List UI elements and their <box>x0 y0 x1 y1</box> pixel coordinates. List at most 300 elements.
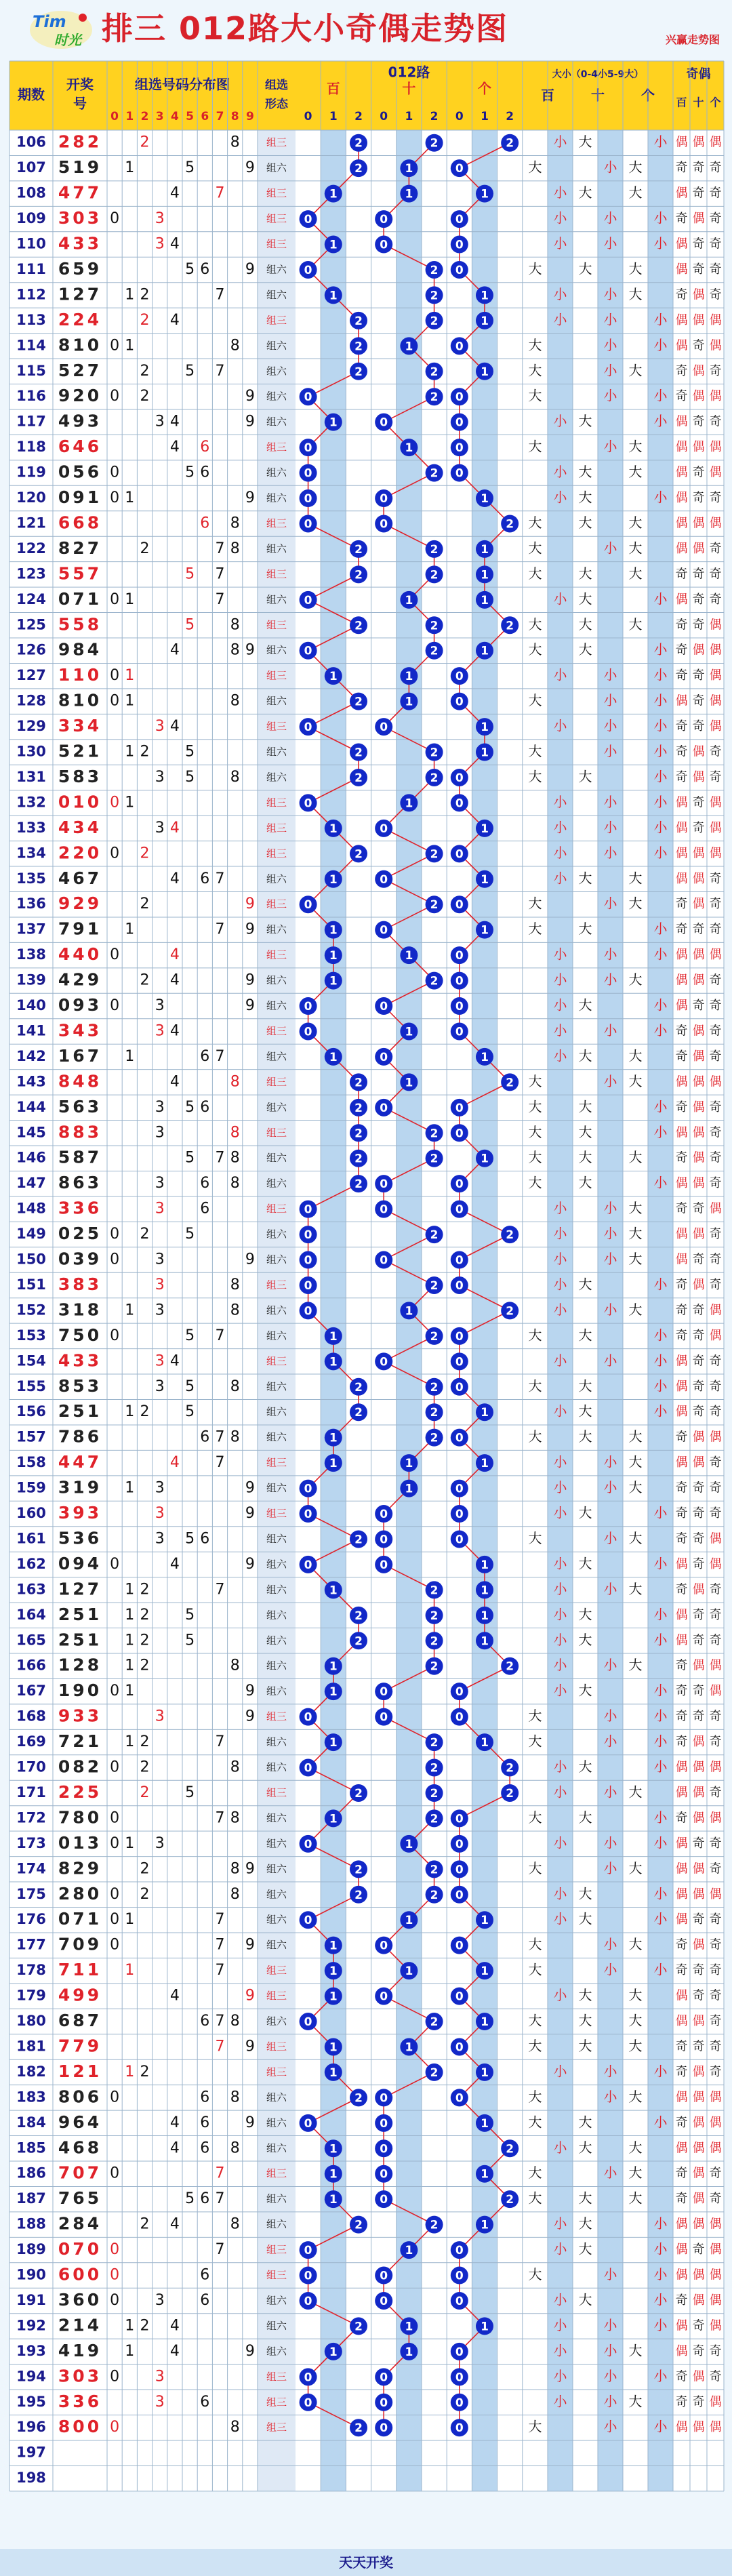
parity-label: 奇 <box>709 1024 722 1039</box>
road-ball-label: 2 <box>506 1659 514 1674</box>
draw-number: 025 <box>58 1224 102 1244</box>
parity-label: 奇 <box>692 1684 705 1699</box>
size-label: 小 <box>603 387 617 404</box>
road-ball-label: 1 <box>405 1837 413 1851</box>
dist-mark: 2 <box>140 845 150 862</box>
road-ball-label: 0 <box>455 263 464 277</box>
road-ball-label: 0 <box>304 1253 312 1268</box>
footer-label: 天天开奖 <box>0 2549 732 2576</box>
form-label: 组六 <box>266 1913 287 1926</box>
size-label: 大 <box>578 616 592 632</box>
draw-number: 214 <box>58 2315 102 2335</box>
size-label: 大 <box>628 1529 643 1546</box>
dist-mark: 9 <box>245 489 255 507</box>
form-label: 组三 <box>266 2370 287 2383</box>
form-label: 组三 <box>266 2269 287 2282</box>
form-label: 组六 <box>266 746 287 759</box>
size-label: 小 <box>653 336 668 353</box>
size-label: 小 <box>553 209 567 226</box>
period-number: 117 <box>16 413 46 430</box>
parity-label: 偶 <box>675 999 688 1013</box>
dist-mark: 0 <box>110 210 120 228</box>
road-ball-label: 1 <box>329 416 338 430</box>
dist-mark: 1 <box>125 159 135 177</box>
road-ball-label: 0 <box>455 1863 464 1877</box>
road-ball-label: 1 <box>405 340 413 354</box>
dist-mark: 6 <box>200 2013 210 2030</box>
road-ball-label: 0 <box>455 162 464 176</box>
parity-label: 偶 <box>692 1024 705 1039</box>
road-ball-label: 0 <box>455 340 464 354</box>
size-label: 大 <box>578 2012 592 2029</box>
road-ball-label: 0 <box>304 2015 312 2030</box>
road-ball-label: 2 <box>354 1101 363 1115</box>
size-label: 大 <box>628 1072 643 1089</box>
road-ball-label: 1 <box>481 1914 489 1928</box>
size-label: 大 <box>628 2165 643 2181</box>
parity-label: 奇 <box>675 618 688 632</box>
header-open: 号 <box>73 95 87 112</box>
road-ball-label: 1 <box>405 797 413 811</box>
header-digit: 4 <box>170 110 179 123</box>
road-ball-label: 0 <box>380 2193 388 2207</box>
road-ball-label: 2 <box>430 619 439 633</box>
form-label: 组三 <box>266 2396 287 2409</box>
road-ball-label: 1 <box>329 1939 338 1953</box>
size-label: 小 <box>553 971 567 988</box>
dist-mark: 8 <box>230 2419 240 2436</box>
header-digit: 7 <box>216 110 224 123</box>
dist-mark: 2 <box>140 1784 150 1801</box>
dist-mark: 9 <box>245 1555 255 1573</box>
size-label: 小 <box>603 2063 617 2080</box>
parity-label: 奇 <box>709 1836 722 1851</box>
road-ball-label: 0 <box>455 1279 464 1293</box>
road-ball-label: 0 <box>380 2269 388 2283</box>
road-ball-label: 1 <box>329 1355 338 1369</box>
size-label: 小 <box>603 362 617 379</box>
road-ball-label: 2 <box>430 974 439 988</box>
parity-label: 偶 <box>675 465 688 480</box>
parity-label: 偶 <box>692 897 705 912</box>
header-road-sub: 2 <box>430 110 439 123</box>
dist-mark: 2 <box>140 1885 150 1903</box>
dist-mark: 8 <box>230 2013 240 2030</box>
parity-label: 偶 <box>692 2141 705 2156</box>
form-label: 组三 <box>266 314 287 327</box>
size-label: 大 <box>578 768 592 785</box>
dist-mark: 0 <box>110 337 120 355</box>
road-ball-label: 0 <box>380 822 388 836</box>
size-label: 小 <box>653 1377 668 1394</box>
size-label: 大 <box>578 1276 592 1293</box>
road-ball-label: 0 <box>380 1558 388 1572</box>
form-label: 组三 <box>266 1075 287 1088</box>
dist-mark: 5 <box>185 362 195 380</box>
parity-label: 奇 <box>709 237 722 251</box>
parity-label: 奇 <box>709 161 722 176</box>
road-ball-label: 0 <box>380 2142 388 2156</box>
draw-number: 765 <box>58 2188 102 2209</box>
parity-label: 偶 <box>675 1074 688 1089</box>
road-ball-label: 1 <box>405 1304 413 1319</box>
road-ball-label: 1 <box>329 1431 338 1445</box>
dist-mark: 8 <box>230 540 240 557</box>
size-label: 小 <box>653 921 668 938</box>
size-label: 大 <box>528 2165 542 2181</box>
parity-label: 偶 <box>692 1049 705 1064</box>
road-ball-label: 1 <box>405 670 413 684</box>
draw-number: 429 <box>58 969 102 990</box>
road-ball-label: 0 <box>455 416 464 430</box>
size-label: 大 <box>628 1936 643 1953</box>
dist-mark: 5 <box>185 616 195 634</box>
parity-label: 奇 <box>692 618 705 632</box>
parity-label: 奇 <box>675 897 688 912</box>
parity-label: 偶 <box>692 1937 705 1952</box>
size-label: 小 <box>653 1809 668 1826</box>
form-label: 组三 <box>266 2040 287 2053</box>
road-ball-label: 2 <box>430 1888 439 1902</box>
road-ball-label: 1 <box>481 2066 489 2080</box>
parity-label: 偶 <box>692 287 705 302</box>
dist-mark: 1 <box>125 1834 135 1852</box>
period-number: 186 <box>16 2165 46 2181</box>
road-ball-label: 0 <box>304 1710 312 1725</box>
period-number: 127 <box>16 667 46 684</box>
dist-mark: 6 <box>200 1530 210 1548</box>
parity-label: 偶 <box>709 2268 722 2282</box>
draw-number: 536 <box>58 1528 102 1548</box>
form-label: 组六 <box>266 1050 287 1063</box>
parity-label: 偶 <box>675 1607 688 1622</box>
form-label: 组六 <box>266 2345 287 2358</box>
size-label: 小 <box>653 1631 668 1648</box>
size-label: 大 <box>628 1987 643 2004</box>
size-label: 大 <box>578 2114 592 2131</box>
parity-label: 偶 <box>675 1760 688 1775</box>
road-ball-label: 0 <box>304 441 312 456</box>
dist-mark: 2 <box>140 1657 150 1674</box>
period-number: 121 <box>16 515 46 531</box>
size-label: 大 <box>578 1377 592 1394</box>
form-label: 组六 <box>266 1532 287 1545</box>
size-label: 大 <box>628 1200 643 1217</box>
parity-label: 偶 <box>675 2014 688 2029</box>
size-label: 小 <box>553 1251 567 1268</box>
form-label: 组六 <box>266 1431 287 1444</box>
form-label: 组六 <box>266 695 287 708</box>
road-ball-label: 2 <box>430 847 439 862</box>
parity-label: 偶 <box>709 440 722 455</box>
size-label: 大 <box>528 743 542 760</box>
road-ball-label: 2 <box>506 2193 514 2207</box>
road-ball-label: 0 <box>455 847 464 862</box>
road-ball-label: 1 <box>405 1025 413 1039</box>
dist-mark: 4 <box>169 311 180 329</box>
draw-number: 527 <box>58 360 102 380</box>
period-number: 135 <box>16 870 46 887</box>
dist-mark: 7 <box>215 2013 225 2030</box>
size-label: 小 <box>603 971 617 988</box>
draw-number: 800 <box>58 2417 102 2437</box>
form-label: 组三 <box>266 1126 287 1139</box>
road-ball-label: 1 <box>405 1914 413 1928</box>
form-label: 组六 <box>266 593 287 606</box>
period-number: 196 <box>16 2419 46 2436</box>
parity-label: 偶 <box>692 2420 705 2435</box>
road-ball-label: 0 <box>304 1761 312 1775</box>
parity-label: 偶 <box>692 2090 705 2105</box>
size-label: 大 <box>528 692 542 709</box>
parity-label: 奇 <box>709 999 722 1013</box>
dist-mark: 6 <box>200 1175 210 1192</box>
parity-label: 奇 <box>709 363 722 378</box>
road-ball-label: 1 <box>329 1812 338 1826</box>
road-ball-label: 0 <box>455 898 464 912</box>
period-number: 174 <box>16 1860 46 1877</box>
parity-label: 奇 <box>692 1303 705 1318</box>
size-label: 大 <box>578 1428 592 1445</box>
parity-label: 偶 <box>675 2318 688 2333</box>
dist-mark: 3 <box>155 1302 165 1319</box>
road-ball-label: 1 <box>329 2345 338 2359</box>
form-label: 组六 <box>266 161 287 174</box>
size-label: 大 <box>528 1936 542 1953</box>
size-label: 小 <box>653 1403 668 1420</box>
size-label: 大 <box>578 1403 592 1420</box>
dist-mark: 8 <box>230 1377 240 1395</box>
road-ball-label: 0 <box>455 1508 464 1522</box>
road-ball-label: 1 <box>329 1736 338 1750</box>
parity-label: 奇 <box>675 1735 688 1750</box>
period-number: 185 <box>16 2139 46 2156</box>
road-ball-label: 0 <box>380 2371 388 2385</box>
parity-label: 奇 <box>692 414 705 429</box>
road-ball-label: 0 <box>380 1000 388 1014</box>
draw-number: 039 <box>58 1249 102 1269</box>
parity-label: 偶 <box>709 618 722 632</box>
road-ball-label: 2 <box>354 1178 363 1192</box>
parity-label: 偶 <box>692 1735 705 1750</box>
road-ball-label: 1 <box>481 289 489 303</box>
size-label: 大 <box>578 641 592 658</box>
draw-number: 225 <box>58 1782 102 1802</box>
form-label: 组三 <box>266 948 287 961</box>
period-number: 191 <box>16 2291 46 2308</box>
road-ball-label: 0 <box>455 2091 464 2106</box>
parity-label: 奇 <box>692 999 705 1013</box>
road-ball-label: 2 <box>430 542 439 557</box>
period-number: 143 <box>16 1073 46 1090</box>
form-label: 组三 <box>266 618 287 631</box>
draw-number: 780 <box>58 1807 102 1828</box>
draw-number: 920 <box>58 386 102 406</box>
period-number: 108 <box>16 184 46 201</box>
road-ball-label: 0 <box>380 2116 388 2131</box>
size-label: 小 <box>653 1733 668 1750</box>
form-label: 组三 <box>266 567 287 580</box>
parity-label: 偶 <box>709 2293 722 2308</box>
period-number: 161 <box>16 1530 46 1547</box>
dist-mark: 1 <box>125 743 135 761</box>
road-ball-label: 0 <box>380 1101 388 1115</box>
dist-mark: 7 <box>215 1149 225 1167</box>
size-label: 大 <box>628 1479 643 1496</box>
parity-label: 偶 <box>692 2014 705 2029</box>
road-ball-label: 1 <box>329 1050 338 1064</box>
size-label: 大 <box>628 2012 643 2029</box>
form-label: 组六 <box>266 365 287 378</box>
size-label: 小 <box>603 717 617 734</box>
road-ball-label: 0 <box>455 2371 464 2385</box>
road-ball-label: 2 <box>430 1152 439 1166</box>
size-label: 小 <box>553 2240 567 2257</box>
parity-label: 偶 <box>675 948 688 963</box>
dist-mark: 4 <box>169 870 180 887</box>
form-label: 组六 <box>266 1609 287 1622</box>
dist-mark: 4 <box>169 2139 180 2157</box>
road-band <box>321 130 346 2491</box>
header-open: 开奖 <box>66 76 94 93</box>
dist-mark: 2 <box>140 743 150 761</box>
dist-mark: 5 <box>185 743 195 761</box>
parity-label: 奇 <box>709 414 722 429</box>
dist-mark: 8 <box>230 1860 240 1878</box>
road-ball-label: 0 <box>455 1533 464 1547</box>
parity-label: 奇 <box>709 541 722 556</box>
form-label: 组三 <box>266 1990 287 2003</box>
road-ball-label: 2 <box>354 1380 363 1394</box>
road-ball-label: 1 <box>481 187 489 201</box>
period-number: 144 <box>16 1098 46 1115</box>
road-ball-label: 1 <box>329 2142 338 2156</box>
road-ball-label: 2 <box>354 568 363 582</box>
parity-label: 奇 <box>675 1937 688 1952</box>
dist-mark: 6 <box>200 870 210 887</box>
period-number: 147 <box>16 1175 46 1192</box>
parity-label: 奇 <box>675 1481 688 1495</box>
road-ball-label: 2 <box>430 568 439 582</box>
dist-mark: 1 <box>125 1733 135 1751</box>
dist-mark: 4 <box>169 413 180 430</box>
size-label: 大 <box>628 362 643 379</box>
road-ball-label: 2 <box>430 1659 439 1674</box>
parity-label: 偶 <box>709 465 722 480</box>
period-number: 198 <box>16 2470 46 2487</box>
parity-label: 奇 <box>709 1150 722 1165</box>
draw-number: 659 <box>58 258 102 279</box>
header-digit: 0 <box>110 110 119 123</box>
dist-mark: 3 <box>155 768 165 786</box>
header-road: 012路 <box>388 64 430 81</box>
header-digit: 1 <box>125 110 134 123</box>
form-label: 组三 <box>266 1279 287 1291</box>
size-label: 小 <box>653 1758 668 1775</box>
dist-mark: 2 <box>140 2063 150 2080</box>
parity-label: 偶 <box>709 1684 722 1699</box>
parity-label: 奇 <box>692 2318 705 2333</box>
dist-mark: 1 <box>125 1479 135 1497</box>
dist-mark: 5 <box>185 1327 195 1344</box>
road-ball-label: 0 <box>304 213 312 227</box>
form-label: 组六 <box>266 1304 287 1316</box>
form-label: 组六 <box>266 2141 287 2154</box>
size-label: 大 <box>528 1174 542 1191</box>
size-label: 大 <box>628 1657 643 1674</box>
parity-label: 奇 <box>709 871 722 886</box>
dist-mark: 9 <box>245 159 255 177</box>
parity-label: 偶 <box>675 1887 688 1901</box>
form-label: 组六 <box>266 1228 287 1241</box>
road-ball-label: 1 <box>405 2040 413 2055</box>
dist-mark: 6 <box>200 2266 210 2284</box>
parity-label: 奇 <box>675 1150 688 1165</box>
parity-label: 奇 <box>675 161 688 176</box>
size-label: 大 <box>528 1428 542 1445</box>
draw-number: 318 <box>58 1300 102 1320</box>
size-label: 小 <box>553 2063 567 2080</box>
road-ball-label: 0 <box>304 263 312 277</box>
size-label: 大 <box>578 1123 592 1140</box>
period-number: 180 <box>16 2013 46 2030</box>
period-number: 155 <box>16 1377 46 1394</box>
dist-mark: 7 <box>215 1936 225 1954</box>
period-number: 189 <box>16 2241 46 2258</box>
header-road-sub: 2 <box>506 110 514 123</box>
dist-mark: 3 <box>155 1352 165 1370</box>
parity-label: 奇 <box>709 287 722 302</box>
draw-number: 091 <box>58 487 102 508</box>
draw-number: 810 <box>58 690 102 710</box>
period-number: 120 <box>16 489 46 506</box>
size-label: 小 <box>553 1784 567 1800</box>
dist-mark: 5 <box>185 1226 195 1243</box>
parity-label: 偶 <box>709 846 722 861</box>
parity-label: 奇 <box>692 693 705 708</box>
form-label: 组三 <box>266 822 287 834</box>
parity-label: 偶 <box>675 186 688 201</box>
parity-label: 偶 <box>675 1836 688 1851</box>
size-label: 小 <box>653 844 668 861</box>
road-ball-label: 1 <box>329 238 338 252</box>
size-label: 小 <box>553 1834 567 1851</box>
form-label: 组三 <box>266 1964 287 1977</box>
road-ball-label: 2 <box>430 1634 439 1649</box>
road-ball-label: 1 <box>329 2040 338 2055</box>
road-ball-label: 0 <box>380 1355 388 1369</box>
form-label: 组六 <box>266 2116 287 2129</box>
size-label: 大 <box>628 1453 643 1470</box>
size-label: 小 <box>603 2088 617 2105</box>
road-ball-label: 2 <box>430 136 439 150</box>
parity-label: 偶 <box>709 516 722 531</box>
parity-label: 奇 <box>692 820 705 835</box>
size-label: 大 <box>578 997 592 1013</box>
road-ball-label: 2 <box>354 340 363 354</box>
parity-label: 奇 <box>692 465 705 480</box>
form-label: 组六 <box>266 1685 287 1697</box>
dist-mark: 3 <box>155 1834 165 1852</box>
parity-label: 奇 <box>675 2394 688 2409</box>
road-ball-label: 1 <box>481 2015 489 2030</box>
road-ball-label: 1 <box>329 289 338 303</box>
road-ball-label: 1 <box>405 949 413 963</box>
form-label: 组三 <box>266 898 287 910</box>
size-label: 小 <box>653 2114 668 2131</box>
road-ball-label: 2 <box>354 746 363 760</box>
draw-number: 964 <box>58 2112 102 2132</box>
